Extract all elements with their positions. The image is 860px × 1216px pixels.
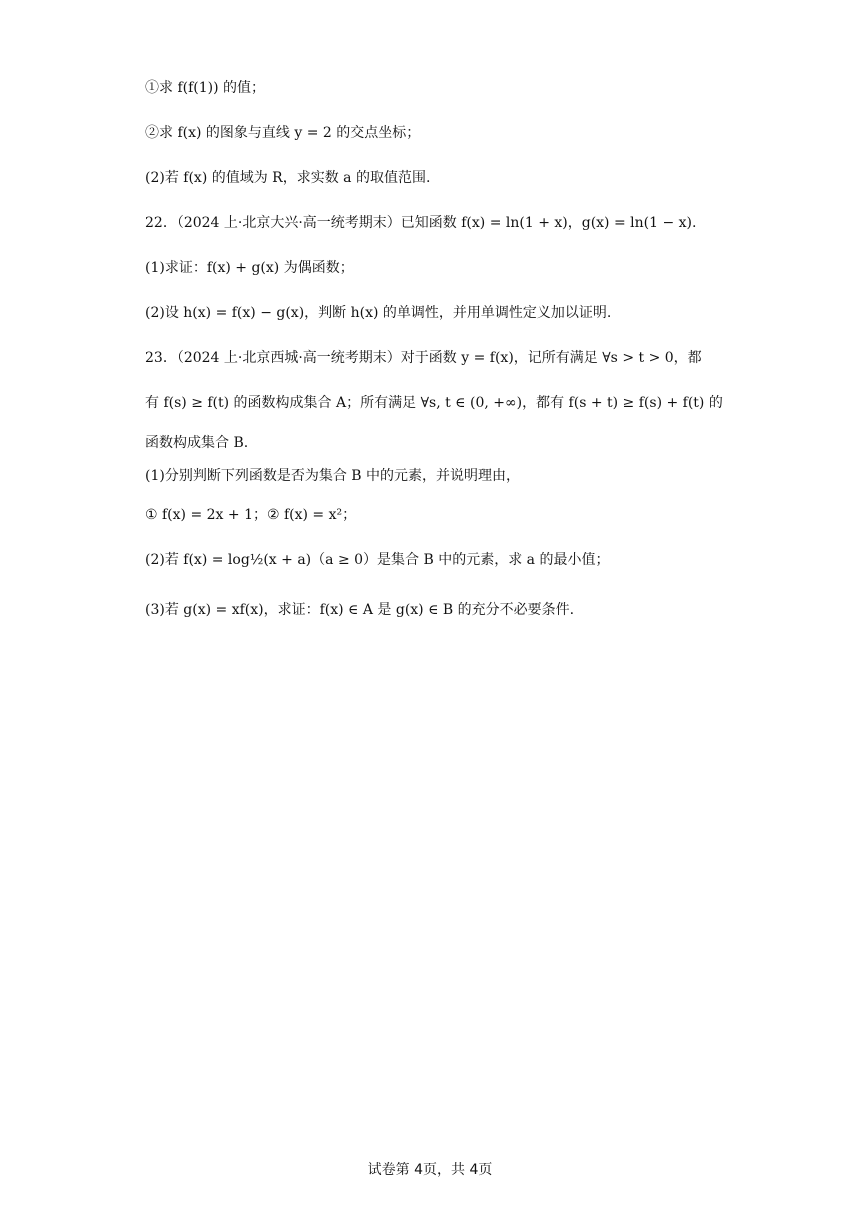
q22-stem: 22．（2024 上·北京大兴·高一统考期末）已知函数 f(x) = ln(1 + x)，g(x) = ln(1 − x).	[145, 215, 697, 231]
q23-stem-2: 有 f(s) ≥ f(t) 的函数构成集合 A；所有满足 ∀s, t ∈ (0, +∞)，都有 f(s + t) ≥ f(s) + f(t) 的	[145, 395, 723, 411]
q23-part3: (3)若 g(x) = xf(x)，求证：f(x) ∈ A 是 g(x) ∈ B 的充分不必要条件.	[145, 602, 575, 618]
q23-part1-functions: ① f(x) = 2x + 1；② f(x) = x²；	[145, 507, 357, 523]
q22-part2: (2)设 h(x) = f(x) − g(x)，判断 h(x) 的单调性，并用单调性定义加以证明.	[145, 305, 612, 321]
q23-part1: (1)分别判断下列函数是否为集合 B 中的元素，并说明理由，	[145, 468, 521, 484]
page-footer: 试卷第 4页，共 4页	[367, 1162, 493, 1178]
q23-part2: (2)若 f(x) = log½(x + a)（a ≥ 0）是集合 B 中的元素，求 a 的最小值；	[145, 552, 610, 568]
q21-part1-2: ②求 f(x) 的图象与直线 y = 2 的交点坐标；	[145, 125, 421, 141]
q23-stem-3: 函数构成集合 B.	[145, 435, 249, 451]
q21-part1-1: ①求 f(f(1)) 的值；	[145, 80, 266, 96]
q23-stem-1: 23．（2024 上·北京西城·高一统考期末）对于函数 y = f(x)，记所有满足 ∀s > t > 0，都	[145, 350, 702, 366]
q22-part1: (1)求证：f(x) + g(x) 为偶函数；	[145, 260, 354, 276]
q21-part2: (2)若 f(x) 的值域为 R，求实数 a 的取值范围.	[145, 170, 431, 186]
